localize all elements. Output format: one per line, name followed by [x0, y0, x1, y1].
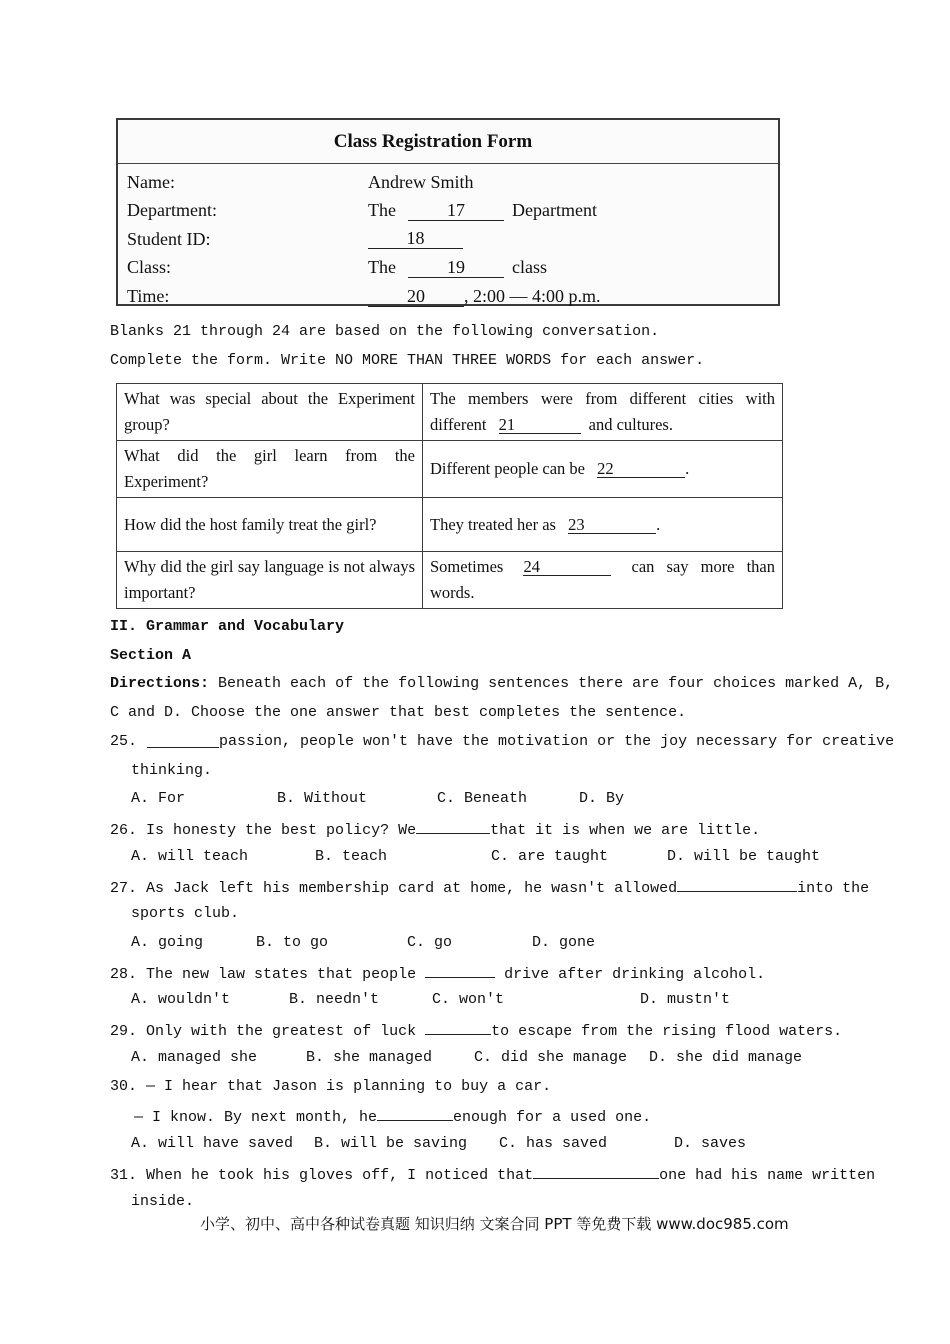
question-cell: Why did the girl say language is not always important? — [117, 552, 423, 609]
form-row-student-id — [118, 225, 778, 254]
blank-21: 21 — [499, 416, 581, 434]
answer-cell — [423, 552, 783, 609]
answer-blank — [533, 1163, 659, 1179]
footer-ad-text: 小学、初中、高中各种试卷真题 知识归纳 文案合同 PPT 等免费下载 www.doc985.com — [200, 1215, 789, 1233]
question-number: 27. — [110, 880, 138, 897]
directions-text: Beneath each of the following sentences there are four choices marked A, B, — [218, 675, 894, 692]
answer-blank — [425, 962, 495, 978]
question-text: Is honesty the best policy? We — [146, 822, 417, 839]
intro-line-2: Complete the form. Write NO MORE THAN THREE WORDS for each answer. — [110, 352, 705, 369]
question-31-cont: inside. — [131, 1193, 195, 1210]
question-27 — [110, 876, 870, 899]
question-text: drive after drinking alcohol. — [504, 966, 766, 983]
table-row — [117, 498, 783, 552]
blank-19: 19 — [408, 258, 504, 278]
form-value: Andrew Smith — [368, 171, 474, 192]
question-30 — [110, 1077, 551, 1097]
choice-c[interactable]: C. did she manage — [474, 1049, 628, 1066]
blank-22: 22 — [597, 460, 685, 478]
choice-c[interactable]: C. won't — [432, 991, 505, 1008]
blank-17: 17 — [408, 201, 504, 221]
question-text: As Jack left his membership card at home, he wasn't allowed — [146, 880, 678, 897]
question-text: that it is when we are little. — [490, 822, 761, 839]
question-25 — [110, 732, 895, 752]
question-text: one had his name written — [659, 1167, 876, 1184]
form-value: The — [368, 257, 396, 278]
table-row — [117, 384, 783, 441]
choice-c[interactable]: C. has saved — [499, 1135, 608, 1152]
choice-a[interactable]: A. For — [131, 790, 186, 807]
answer-cell — [423, 498, 783, 552]
choice-b[interactable]: B. she managed — [306, 1049, 433, 1066]
directions-line-2: C and D. Choose the one answer that best completes the sentence. — [110, 704, 687, 721]
question-cell: How did the host family treat the girl? — [117, 498, 423, 552]
form-label: Name: — [127, 171, 175, 192]
form-label: Student ID: — [127, 228, 211, 249]
form-label: Time: — [127, 285, 170, 306]
answer-text: . — [685, 459, 690, 478]
form-row-name — [118, 168, 778, 197]
intro-line-1: Blanks 21 through 24 are based on the following conversation. — [110, 323, 660, 340]
answer-text: The members were from different cities with different — [430, 389, 775, 434]
question-text: enough for a used one. — [453, 1109, 652, 1126]
class-registration-form — [116, 118, 780, 306]
question-number: 28. — [110, 966, 138, 983]
form-label: Class: — [127, 257, 172, 278]
directions-label: Directions: — [110, 675, 210, 692]
form-row-department — [118, 197, 778, 226]
form-value: , 2:00 — 4:00 p.m. — [464, 285, 601, 306]
question-cell: What was special about the Experiment group? — [117, 384, 423, 441]
choice-a[interactable]: A. going — [131, 934, 204, 951]
choice-d[interactable]: D. she did manage — [649, 1049, 803, 1066]
answer-blank — [147, 732, 219, 748]
directions-line-1 — [110, 674, 894, 694]
form-row-time — [118, 282, 778, 311]
answer-text: Sometimes — [430, 557, 504, 576]
blank-18: 18 — [368, 229, 463, 249]
choice-b[interactable]: B. to go — [256, 934, 329, 951]
question-31 — [110, 1163, 876, 1186]
choice-b[interactable]: B. teach — [315, 848, 388, 865]
section-heading: II. Grammar and Vocabulary — [110, 618, 345, 635]
question-29 — [110, 1019, 842, 1042]
answer-blank — [425, 1019, 491, 1035]
section-subheading: Section A — [110, 647, 192, 664]
question-cell: What did the girl learn from the Experiment? — [117, 441, 423, 498]
choice-b[interactable]: B. will be saving — [314, 1135, 468, 1152]
choice-d[interactable]: D. saves — [674, 1135, 747, 1152]
form-label: Department: — [127, 200, 217, 221]
question-text: When he took his gloves off, I noticed that — [146, 1167, 534, 1184]
question-text: — I hear that Jason is planning to buy a car. — [146, 1078, 552, 1095]
choice-c[interactable]: C. are taught — [491, 848, 609, 865]
question-number: 25. — [110, 733, 138, 750]
choice-a[interactable]: A. wouldn't — [131, 991, 231, 1008]
answer-text: . — [656, 514, 661, 534]
answer-text: Different people can be — [430, 459, 585, 478]
answer-blank — [416, 818, 490, 834]
choice-b[interactable]: B. needn't — [289, 991, 380, 1008]
question-28 — [110, 962, 765, 985]
choice-d[interactable]: D. gone — [532, 934, 596, 951]
question-number: 29. — [110, 1023, 138, 1040]
answer-blank — [677, 876, 797, 892]
table-row — [117, 552, 783, 609]
form-row-class — [118, 254, 778, 283]
choice-b[interactable]: B. Without — [277, 790, 368, 807]
question-26 — [110, 818, 760, 841]
table-row — [117, 441, 783, 498]
question-number: 30. — [110, 1078, 138, 1095]
answer-text: and cultures. — [588, 415, 673, 434]
conversation-table — [116, 383, 783, 609]
answer-text: can say more than words. — [430, 557, 776, 602]
choice-d[interactable]: D. mustn't — [640, 991, 731, 1008]
choice-d[interactable]: D. By — [579, 790, 625, 807]
answer-cell — [423, 384, 783, 441]
form-title: Class Registration Form — [118, 120, 778, 164]
form-value: The — [368, 200, 396, 221]
answer-cell — [423, 441, 783, 498]
form-value: Department — [511, 200, 597, 221]
question-text: into the — [797, 880, 870, 897]
blank-20: 20 — [368, 287, 464, 307]
question-text: — I know. By next month, he — [134, 1109, 378, 1126]
choice-a[interactable]: A. will have saved — [131, 1135, 294, 1152]
question-text: passion, people won't have the motivation or the joy necessary for creative — [219, 733, 895, 750]
question-number: 26. — [110, 822, 138, 839]
answer-text: They treated her as — [430, 514, 556, 534]
form-value: class — [511, 257, 547, 278]
choice-d[interactable]: D. will be taught — [667, 848, 821, 865]
question-30-line-2 — [134, 1105, 651, 1128]
question-27-cont: sports club. — [131, 905, 240, 922]
question-number: 31. — [110, 1167, 138, 1184]
choice-c[interactable]: C. go — [407, 934, 453, 951]
question-text: The new law states that people — [146, 966, 417, 983]
blank-23: 23 — [568, 516, 656, 534]
choice-c[interactable]: C. Beneath — [437, 790, 528, 807]
question-text: Only with the greatest of luck — [146, 1023, 417, 1040]
question-text: to escape from the rising flood waters. — [491, 1023, 843, 1040]
blank-24: 24 — [523, 558, 611, 576]
question-25-cont: thinking. — [131, 762, 213, 779]
choice-a[interactable]: A. will teach — [131, 848, 249, 865]
choice-a[interactable]: A. managed she — [131, 1049, 258, 1066]
answer-blank — [377, 1105, 453, 1121]
